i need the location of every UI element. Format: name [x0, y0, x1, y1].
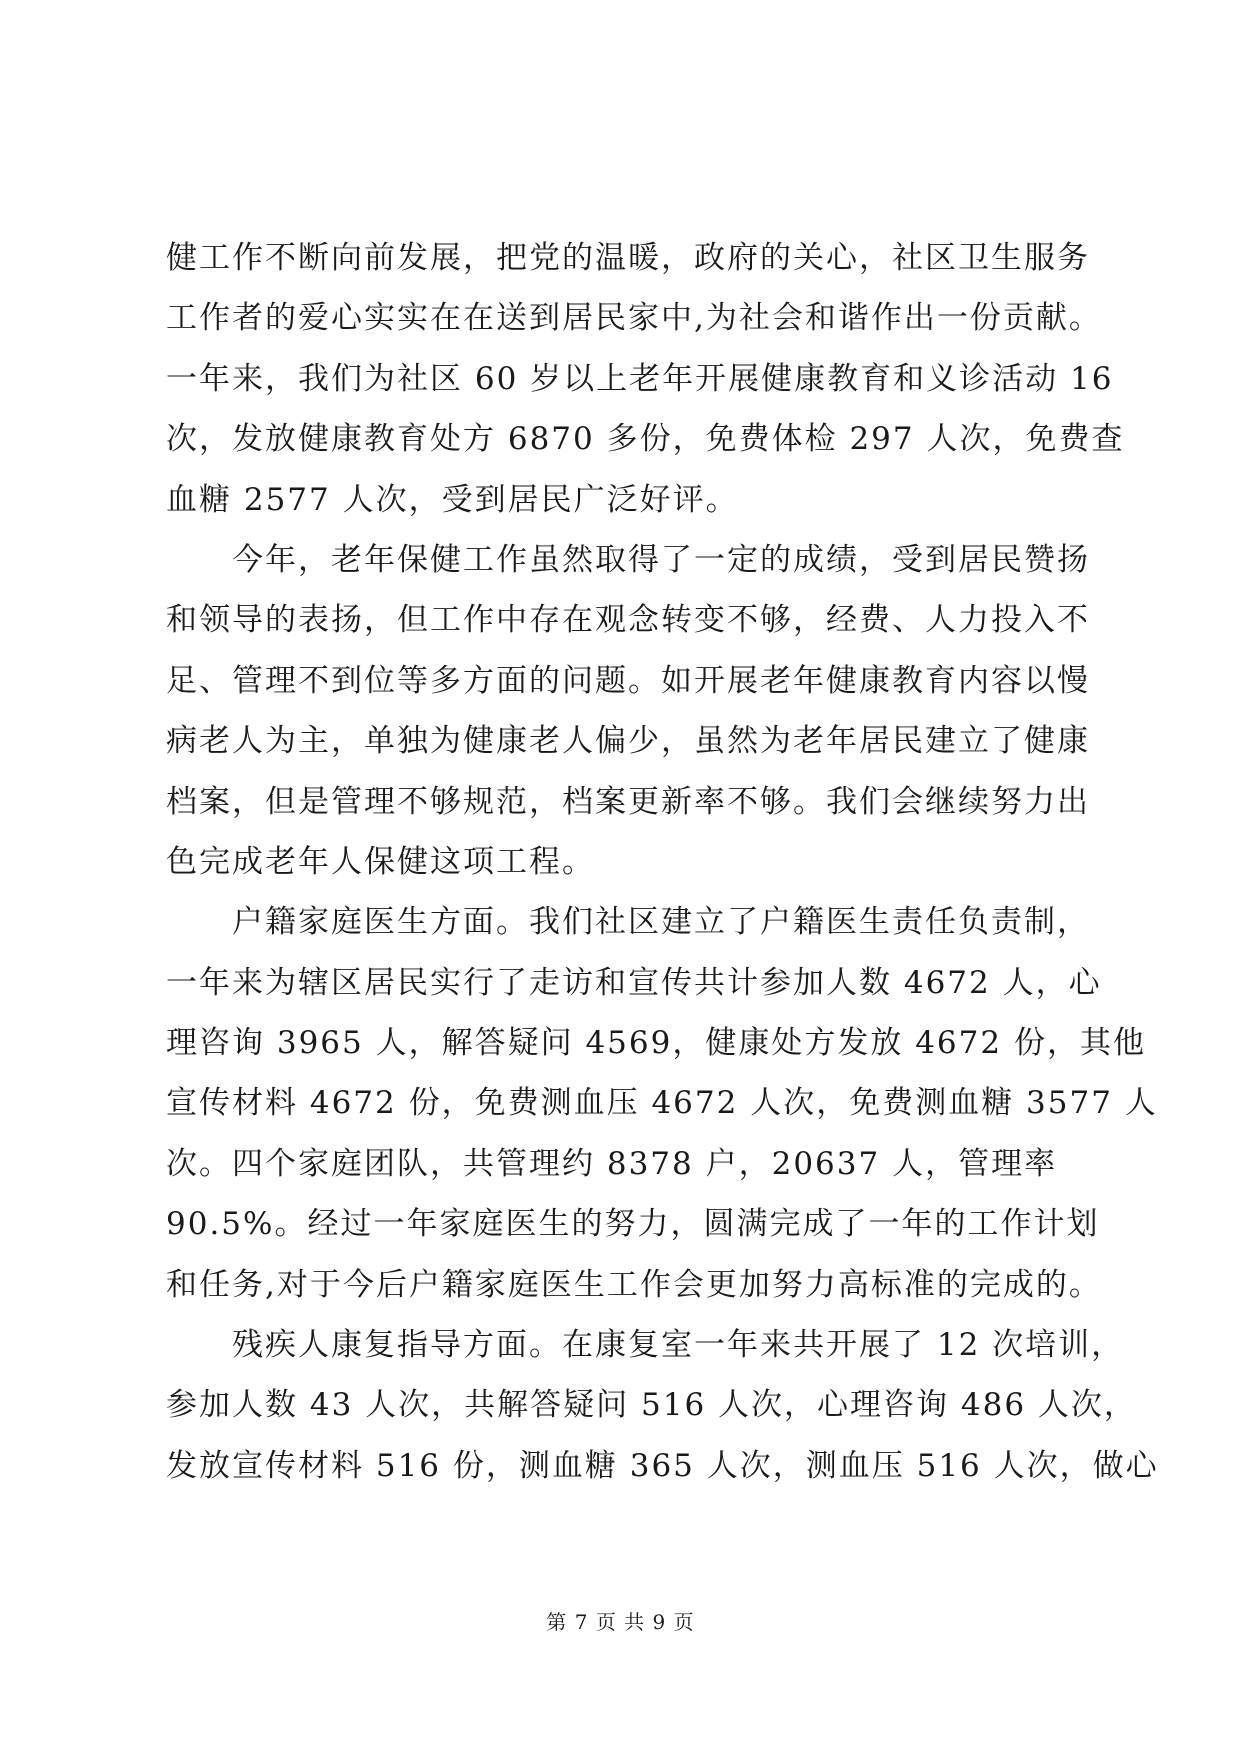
text-line: 参加人数 43 人次，共解答疑问 516 人次，心理咨询 486 人次， — [166, 1387, 1137, 1424]
text-line: 血糖 2577 人次，受到居民广泛好评。 — [166, 481, 739, 518]
text-line: 宣传材料 4672 份，免费测血压 4672 人次，免费测血糖 3577 人 — [166, 1085, 1158, 1122]
text-line: 和领导的表扬，但工作中存在观念转变不够，经费、人力投入不 — [166, 602, 1090, 639]
text-line: 发放宣传材料 516 份，测血糖 365 人次，测血压 516 人次，做心 — [166, 1447, 1159, 1484]
text-line: 一年来为辖区居民实行了走访和宣传共计参加人数 4672 人，心 — [166, 964, 1102, 1001]
text-line: 和任务,对于今后户籍家庭医生工作会更加努力高标准的完成的。 — [166, 1266, 1102, 1303]
text-line: 90.5%。经过一年家庭医生的努力，圆满完成了一年的工作计划 — [166, 1206, 1100, 1243]
document-body — [166, 228, 1159, 1496]
text-line: 一年来，我们为社区 60 岁以上老年开展健康教育和义诊活动 16 — [166, 360, 1114, 397]
paragraph-start-line: 今年，老年保健工作虽然取得了一定的成绩，受到居民赞扬 — [232, 541, 1090, 578]
paragraph-start-line: 户籍家庭医生方面。我们社区建立了户籍医生责任负责制， — [232, 904, 1090, 941]
text-line: 理咨询 3965 人，解答疑问 4569，健康处方发放 4672 份，其他 — [166, 1025, 1146, 1062]
paragraph-start-line: 残疾人康复指导方面。在康复室一年来共开展了 12 次培训， — [232, 1327, 1125, 1364]
text-line: 健工作不断向前发展，把党的温暖，政府的关心，社区卫生服务 — [166, 240, 1090, 276]
page-number-footer: 第 7 页 共 9 页 — [546, 1610, 695, 1634]
text-line: 档案，但是管理不够规范，档案更新率不够。我们会继续努力出 — [166, 783, 1090, 820]
text-line: 工作者的爱心实实在在送到居民家中,为社会和谐作出一份贡献。 — [166, 300, 1102, 337]
text-line: 次，发放健康教育处方 6870 多份，免费体检 297 人次，免费查 — [166, 421, 1125, 458]
text-line: 次。四个家庭团队，共管理约 8378 户，20637 人，管理率 — [166, 1145, 1058, 1182]
text-line: 病老人为主，单独为健康老人偏少，虽然为老年居民建立了健康 — [166, 723, 1090, 760]
text-line: 足、管理不到位等多方面的问题。如开展老年健康教育内容以慢 — [166, 662, 1090, 699]
text-line: 色完成老年人保健这项工程。 — [166, 843, 595, 880]
